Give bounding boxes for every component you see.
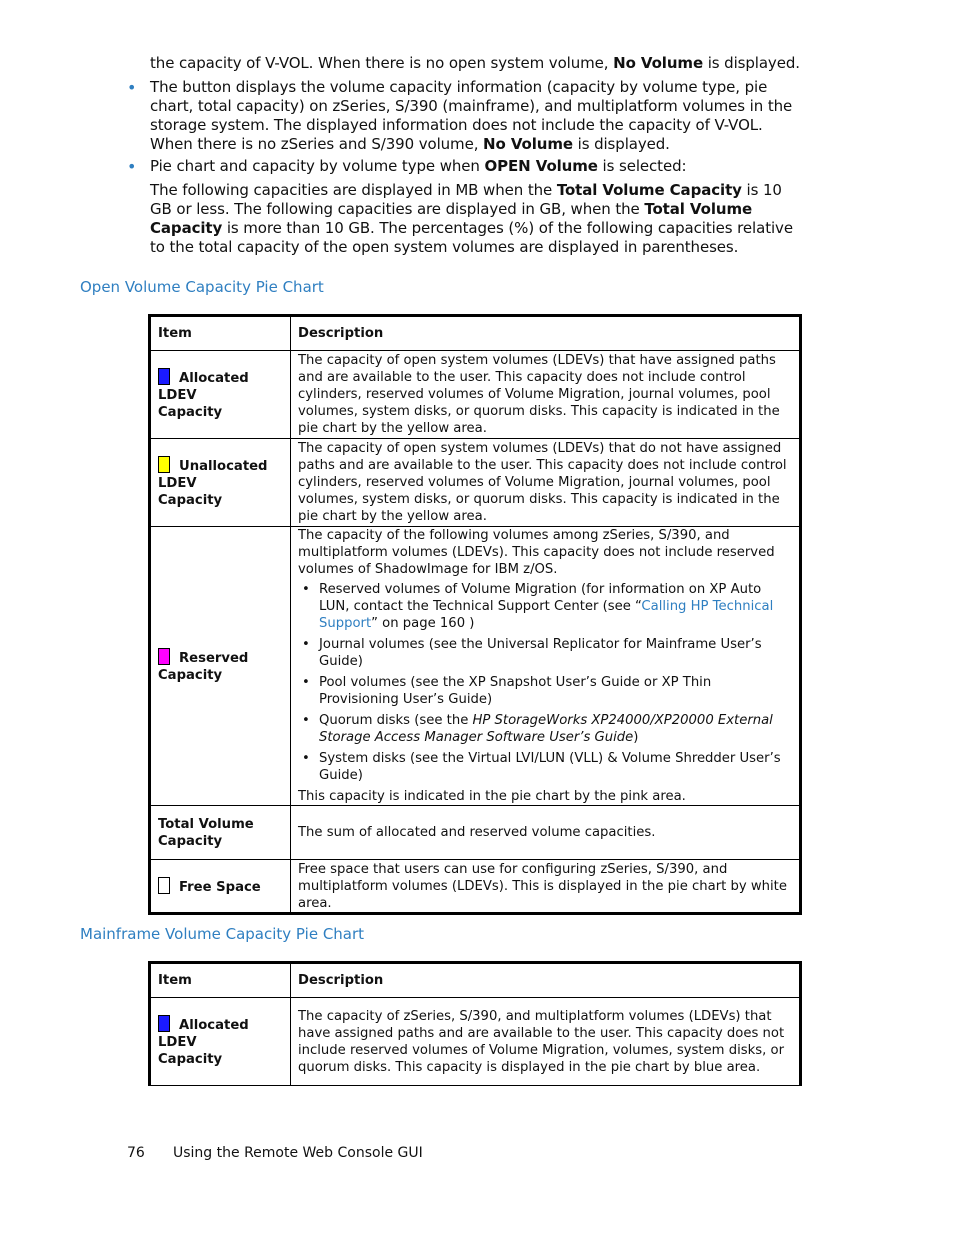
- pie-para-text: The following capacities are displayed in MB when the: [150, 181, 557, 199]
- table-row: [150, 439, 801, 527]
- item-allocated-ldev: [150, 998, 291, 1086]
- intro-bold: No Volume: [613, 54, 704, 72]
- description-cell: The capacity of open system volumes (LDEVs) that have assigned paths and are available to the user. This capacity does not include control cylinders, reserved volumes of Volume Migration, journal volumes, pool volumes, system disks, or quorum disks. This capacity is indicated in the pie chart by the yellow area.: [291, 351, 801, 439]
- bullet-mainframe-body: The button displays the volume capacity information (capacity by volume type, pie chart, total capacity) on zSeries, S/390 (mainframe), and multiplatform volumes in the storage system. The displayed information does not include the capacity of V-VOL. When there is no zSeries and S/390 volume,: [150, 78, 793, 153]
- item-label: Free Space: [179, 879, 261, 895]
- item-label: Capacity: [158, 668, 223, 683]
- blue-swatch-icon: [158, 1015, 170, 1032]
- list-item-text: Quorum disks (see the: [319, 713, 473, 728]
- list-item: [319, 581, 792, 632]
- white-swatch-icon: [158, 877, 170, 894]
- page-number: 76: [127, 1145, 145, 1161]
- list-item-text: Reserved volumes of Volume Migration (for information on XP Auto LUN, contact the Technical Support Center (see “: [319, 582, 762, 614]
- item-label: Allocated LDEV: [158, 1018, 249, 1050]
- item-reserved-capacity: [150, 527, 291, 806]
- pie-capacity-paragraph: [150, 181, 805, 257]
- reserved-volume-list: [298, 581, 792, 784]
- mainframe-volume-table: [148, 961, 802, 1086]
- item-label: Total Volume: [158, 816, 254, 832]
- list-item-text: ” on page 160 ): [371, 616, 475, 631]
- item-total-volume-capacity: [150, 806, 291, 860]
- pie-para-bold: Total Volume Capacity: [150, 200, 753, 237]
- open-volume-table: [148, 314, 802, 915]
- table-header-row: [150, 316, 801, 351]
- intro-paragraph-tail: [150, 54, 800, 73]
- pink-swatch-icon: [158, 648, 170, 665]
- bullet-icon: •: [127, 157, 137, 176]
- item-free-space: [150, 860, 291, 914]
- item-label: Capacity: [158, 405, 223, 420]
- intro-text: the capacity of V-VOL. When there is no open system volume,: [150, 54, 614, 72]
- table-row: [150, 527, 801, 806]
- section-heading-mainframe: Mainframe Volume Capacity Pie Chart: [80, 925, 365, 943]
- item-label: Capacity: [158, 1052, 223, 1067]
- description-cell: Free space that users can use for configuring zSeries, S/390, and multiplatform volumes (LDEVs). This is displayed in the pie chart by white area.: [291, 860, 801, 914]
- table-row: [150, 860, 801, 914]
- bullet-mainframe-end: is displayed.: [572, 135, 670, 153]
- table-row: [150, 998, 801, 1086]
- item-label: Allocated LDEV: [158, 371, 249, 403]
- footer-title: Using the Remote Web Console GUI: [173, 1145, 423, 1161]
- item-label: Unallocated LDEV: [158, 459, 268, 491]
- table-row: [150, 806, 801, 860]
- item-allocated-ldev: [150, 351, 291, 439]
- list-item: [319, 712, 792, 746]
- description-cell: [291, 527, 801, 806]
- description-cell: The capacity of open system volumes (LDEVs) that do not have assigned paths and are available to the user. This capacity does not include control cylinders, reserved volumes of Volume Migration, journal volumes, pool volumes, system disks, or quorum disks. This capacity is indicated in the pie chart by the yellow area.: [291, 439, 801, 527]
- item-unallocated-ldev: [150, 439, 291, 527]
- list-item: • Journal volumes (see the Universal Replicator for Mainframe User’s Guide): [319, 636, 792, 670]
- header-description: Description: [291, 316, 801, 351]
- list-item-text: ): [633, 730, 639, 745]
- section-heading-open: Open Volume Capacity Pie Chart: [80, 278, 324, 296]
- reserved-outro: This capacity is indicated in the pie chart by the pink area.: [298, 789, 686, 804]
- intro-text-end: is displayed.: [703, 54, 800, 72]
- bullet-icon: •: [127, 78, 137, 97]
- table-header-row: [150, 963, 801, 998]
- item-label: Reserved: [179, 651, 249, 666]
- pie-para-text: is more than 10 GB. The percentages (%) of the following capacities relative to the total capacity of the open system volumes are displayed in parentheses.: [150, 219, 793, 256]
- bullet-pie-text: [150, 157, 800, 176]
- bullet-mainframe-bold: No Volume: [483, 135, 573, 153]
- header-item: Item: [150, 963, 291, 998]
- table-row: [150, 351, 801, 439]
- item-label: Capacity: [158, 493, 223, 508]
- bullet-pie-body: Pie chart and capacity by volume type when: [150, 157, 485, 175]
- header-description: Description: [291, 963, 801, 998]
- yellow-swatch-icon: [158, 456, 170, 473]
- guide-title: HP StorageWorks XP24000/XP20000 External Storage Access Manager Software User’s Guide: [319, 713, 773, 745]
- header-item: Item: [150, 316, 291, 351]
- pie-para-bold: Total Volume Capacity: [556, 181, 742, 199]
- bullet-pie-end: is selected:: [597, 157, 687, 175]
- description-cell: The sum of allocated and reserved volume capacities.: [291, 806, 801, 860]
- list-item: • Pool volumes (see the XP Snapshot User’s Guide or XP Thin Provisioning User’s Guide): [319, 674, 792, 708]
- blue-swatch-icon: [158, 368, 170, 385]
- pie-para-text: is 10 GB or less. The following capacities are displayed in GB, when the: [150, 181, 782, 218]
- item-label: Capacity: [158, 833, 223, 849]
- description-cell: The capacity of zSeries, S/390, and multiplatform volumes (LDEVs) that have assigned paths and are available to the user. This capacity does not include reserved volumes of Volume Migration, volumes, system disks, or quorum disks. This capacity is displayed in the pie chart by blue area.: [291, 998, 801, 1086]
- reserved-intro: The capacity of the following volumes among zSeries, S/390, and multiplatform volumes (LDEVs). This capacity does not include reserved volumes of ShadowImage for IBM z/OS.: [298, 528, 775, 577]
- support-link[interactable]: Calling HP Technical Support: [319, 599, 774, 631]
- list-item: • System disks (see the Virtual LVI/LUN (VLL) & Volume Shredder User’s Guide): [319, 750, 792, 784]
- bullet-pie-bold: OPEN Volume: [484, 157, 598, 175]
- bullet-mainframe-text: [150, 78, 800, 154]
